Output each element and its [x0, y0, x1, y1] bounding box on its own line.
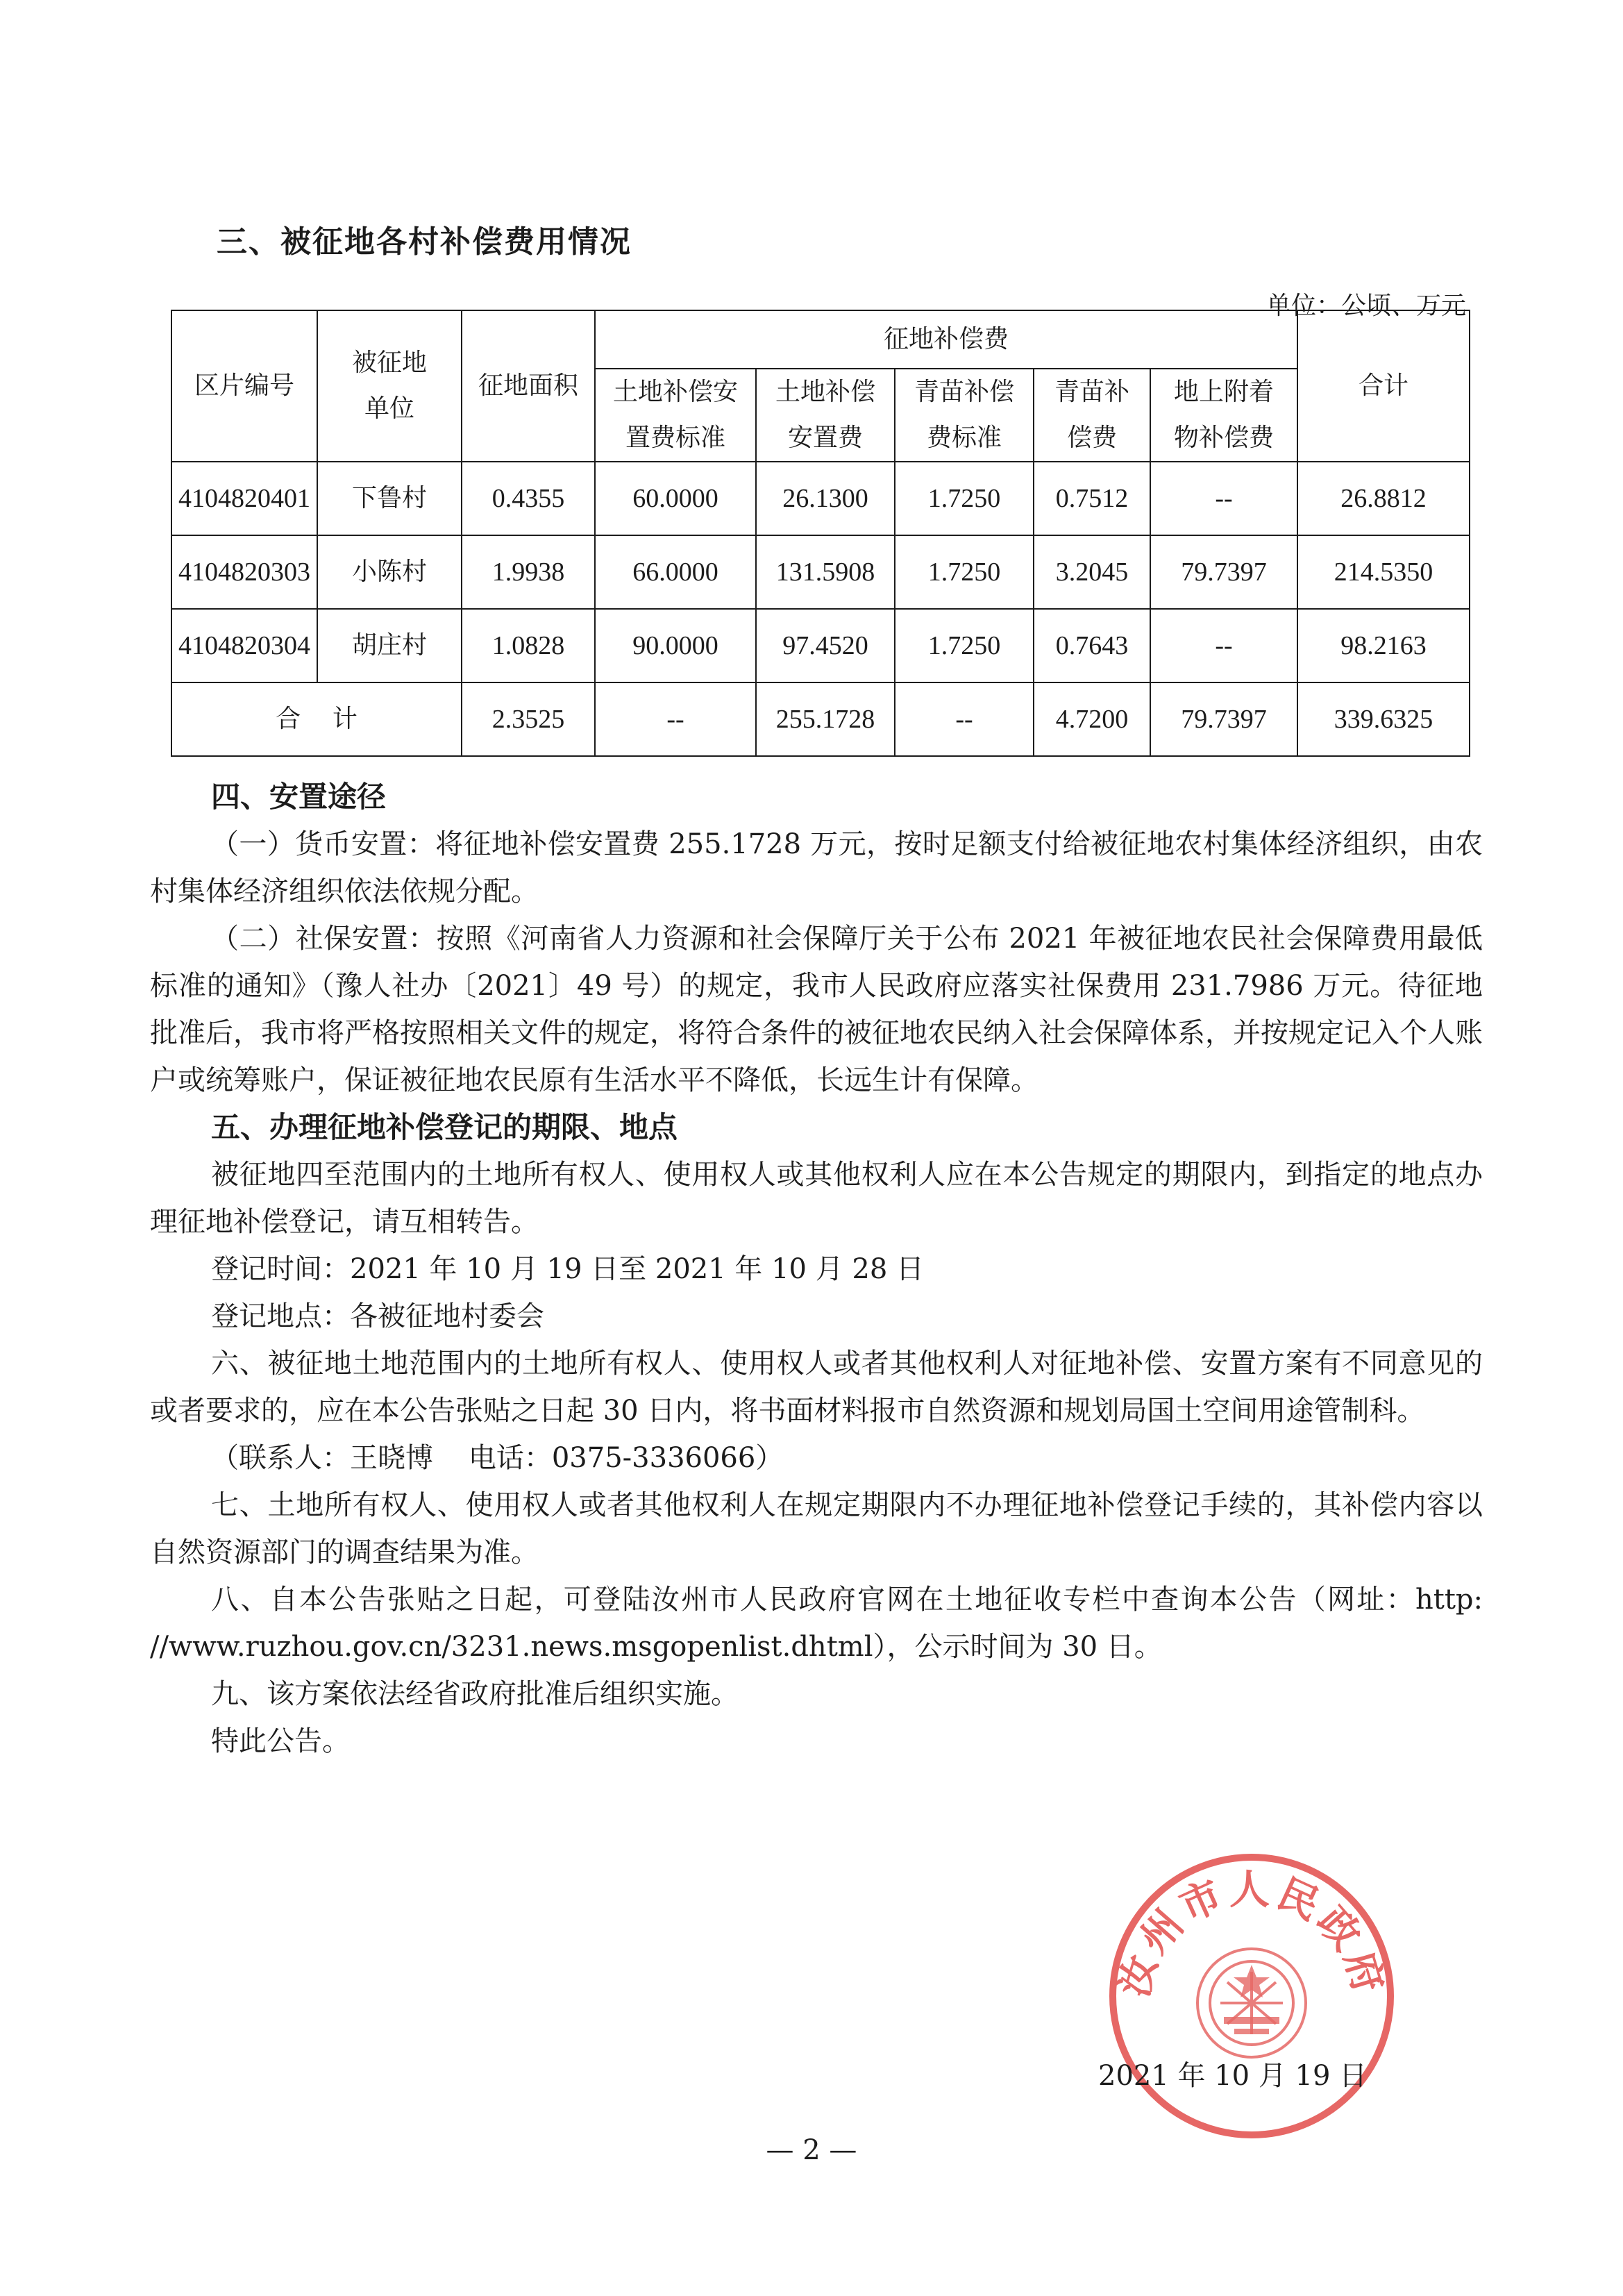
issue-date: 2021 年 10 月 19 日 [1098, 2060, 1368, 2092]
section-4-heading: 四、安置途径 [211, 780, 387, 814]
table-header-row-1 [171, 310, 1470, 369]
header-attachment-fee-line2: 物补偿费 [1174, 424, 1275, 452]
cell-land-fee: 97.4520 [756, 609, 895, 682]
notice-body [150, 773, 1483, 1765]
section-5-paragraph-1: 被征地四至范围内的土地所有权人、使用权人或其他权利人应在本公告规定的期限内，到指定的地点办理征地补偿登记，请互相转告。 [150, 1159, 1483, 1238]
section-4-paragraph-2: （二）社保安置：按照《河南省人力资源和社会保障厅关于公布 2021 年被征地农民社会保障费用最低标准的通知》（豫人社办〔2021〕49 号）的规定，我市人民政府应落实社保费用 231.7986 万元。待征地批准后，我市将严格按照相关文件的规定，将符合条件的被征地农民纳入社会保障体系，并按规定记入个人账户或统筹账户，保证被征地农民原有生活水平不降低，长远生计有保障。 [150, 923, 1483, 1096]
cell-crop-standard: 1.7250 [895, 535, 1034, 609]
table-row [171, 535, 1470, 609]
header-attachment-fee [1150, 369, 1297, 462]
svg-text:汝州市人民政府: 汝州市人民政府 [1109, 1866, 1394, 2002]
cell-crop-standard: 1.7250 [895, 462, 1034, 535]
cell-land-fee: 26.1300 [756, 462, 895, 535]
cell-village: 小陈村 [317, 535, 462, 609]
official-seal-icon [1102, 1847, 1401, 2145]
registration-place: 登记地点：各被征地村委会 [211, 1300, 544, 1332]
header-crop-standard [895, 369, 1034, 462]
header-land-standard [595, 369, 756, 462]
cell-total: 26.8812 [1297, 462, 1470, 535]
cell-sum-attachment-fee: 79.7397 [1150, 682, 1297, 756]
section-4-paragraph-1: （一）货币安置：将征地补偿安置费 255.1728 万元，按时足额支付给被征地农村集体经济组织，由农村集体经济组织依法依规分配。 [150, 828, 1483, 907]
cell-area: 1.0828 [462, 609, 595, 682]
cell-attachment-fee: 79.7397 [1150, 535, 1297, 609]
cell-zone-code: 4104820303 [171, 535, 317, 609]
closing-statement: 特此公告。 [211, 1725, 350, 1757]
cell-sum-label: 合 计 [171, 682, 462, 756]
header-unit-name [317, 310, 462, 462]
cell-sum-crop-standard: -- [895, 682, 1034, 756]
cell-land-standard: 90.0000 [595, 609, 756, 682]
cell-village: 下鲁村 [317, 462, 462, 535]
table-sum-row [171, 682, 1470, 756]
header-unit-name-line2: 单位 [364, 394, 414, 423]
header-land-fee-line2: 安置费 [787, 424, 863, 452]
table-row [171, 609, 1470, 682]
cell-area: 0.4355 [462, 462, 595, 535]
cell-land-standard: 60.0000 [595, 462, 756, 535]
cell-sum-crop-fee: 4.7200 [1034, 682, 1150, 756]
header-crop-fee-line2: 偿费 [1066, 424, 1117, 452]
cell-sum-land-standard: -- [595, 682, 756, 756]
header-total: 合计 [1297, 310, 1470, 462]
cell-zone-code: 4104820401 [171, 462, 317, 535]
page-number: — 2 — [766, 2134, 857, 2166]
cell-attachment-fee: -- [1150, 609, 1297, 682]
cell-village: 胡庄村 [317, 609, 462, 682]
cell-area: 1.9938 [462, 535, 595, 609]
section-3-heading: 三、被征地各村补偿费用情况 [217, 224, 632, 260]
contact-info: （联系人：王晓博 电话：0375-3336066） [211, 1442, 784, 1474]
header-attachment-fee-line1: 地上附着 [1174, 378, 1275, 406]
header-area: 征地面积 [462, 310, 595, 462]
cell-crop-fee: 0.7643 [1034, 609, 1150, 682]
header-land-fee [756, 369, 895, 462]
table-unit-note: 单位：公顷、万元 [1265, 292, 1466, 320]
header-land-standard-line2: 置费标准 [625, 424, 725, 452]
compensation-table [171, 310, 1470, 757]
cell-sum-total: 339.6325 [1297, 682, 1470, 756]
section-6-paragraph: 六、被征地土地范围内的土地所有权人、使用权人或者其他权利人对征地补偿、安置方案有不同意见的或者要求的，应在本公告张贴之日起 30 日内，将书面材料报市自然资源和规划局国土空间用途管制科。 [150, 1348, 1483, 1427]
cell-land-fee: 131.5908 [756, 535, 895, 609]
cell-zone-code: 4104820304 [171, 609, 317, 682]
cell-total: 98.2163 [1297, 609, 1470, 682]
cell-sum-land-fee: 255.1728 [756, 682, 895, 756]
header-crop-fee [1034, 369, 1150, 462]
header-crop-fee-line1: 青苗补 [1054, 378, 1129, 406]
header-land-fee-line1: 土地补偿 [775, 378, 875, 406]
cell-attachment-fee: -- [1150, 462, 1297, 535]
cell-crop-standard: 1.7250 [895, 609, 1034, 682]
header-crop-standard-line2: 费标准 [926, 424, 1002, 452]
cell-sum-area: 2.3525 [462, 682, 595, 756]
section-8-paragraph: 八、自本公告张贴之日起，可登陆汝州市人民政府官网在土地征收专栏中查询本公告（网址：http: //www.ruzhou.gov.cn/3231.news.msgopenlist.dhtml），公示时间为 30 日。 [150, 1584, 1483, 1663]
section-7-paragraph: 七、土地所有权人、使用权人或者其他权利人在规定期限内不办理征地补偿登记手续的，其补偿内容以自然资源部门的调查结果为准。 [150, 1489, 1483, 1568]
header-unit-name-line1: 被征地 [351, 349, 427, 377]
section-9-paragraph: 九、该方案依法经省政府批准后组织实施。 [211, 1678, 739, 1710]
registration-time: 登记时间：2021 年 10 月 19 日至 2021 年 10 月 28 日 [211, 1253, 925, 1285]
cell-crop-fee: 3.2045 [1034, 535, 1150, 609]
header-zone-code: 区片编号 [171, 310, 317, 462]
table-row [171, 462, 1470, 535]
header-compensation-group: 征地补偿费 [595, 310, 1297, 369]
header-crop-standard-line1: 青苗补偿 [914, 378, 1014, 406]
header-land-standard-line1: 土地补偿安 [612, 378, 738, 406]
cell-land-standard: 66.0000 [595, 535, 756, 609]
cell-total: 214.5350 [1297, 535, 1470, 609]
section-5-heading: 五、办理征地补偿登记的期限、地点 [211, 1110, 678, 1144]
cell-crop-fee: 0.7512 [1034, 462, 1150, 535]
